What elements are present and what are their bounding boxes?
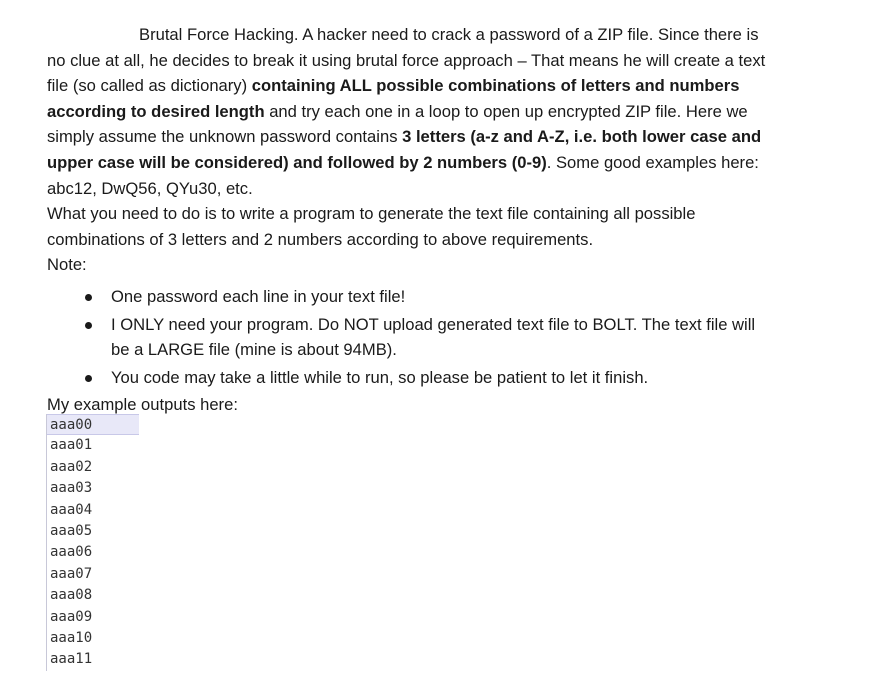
outputs-heading: My example outputs here: — [47, 395, 238, 415]
output-line[interactable]: aaa11 — [50, 651, 93, 668]
output-line[interactable]: aaa05 — [50, 522, 93, 539]
assignment-document — [47, 22, 767, 418]
bullet-icon — [85, 322, 92, 329]
task-paragraph: What you need to do is to write a program to generate the text file containing all possible combinations of 3 letters and 2 numbers according to above requirements. — [47, 204, 696, 249]
bullet-icon — [85, 375, 92, 382]
output-line[interactable]: aaa08 — [50, 587, 93, 604]
note-label: Note: — [47, 255, 87, 275]
intro-mid-text: and try each one in a loop to open up encrypted ZIP file. Here we simply assume the unknown password contains — [47, 101, 748, 147]
bold-combinations-text: containing ALL possible combinations of letters and numbers according to desired length — [47, 76, 740, 121]
intro-end-text: . Some good examples here: abc12, DwQ56, QYu30, etc. — [47, 152, 759, 198]
note-item — [47, 284, 767, 310]
bold-requirements-text: 3 letters (a-z and A-Z, i.e. both lower case and upper case will be considered) and followed by 2 numbers (0-9) — [47, 127, 762, 172]
output-line[interactable]: aaa07 — [50, 565, 93, 582]
output-line[interactable]: aaa03 — [50, 480, 93, 497]
output-line[interactable]: aaa06 — [50, 544, 93, 561]
output-line[interactable]: aaa10 — [50, 629, 93, 646]
note-item — [47, 312, 767, 363]
notes-list — [47, 284, 767, 390]
output-line[interactable]: aaa01 — [50, 437, 93, 454]
output-line[interactable]: aaa09 — [50, 608, 93, 625]
note-text: I ONLY need your program. Do NOT upload generated text file to BOLT. The text file will be a LARGE file (mine is about 94MB). — [111, 314, 756, 360]
output-line[interactable]: aaa00 — [47, 414, 139, 435]
note-item — [47, 365, 767, 391]
intro-paragraph — [47, 22, 767, 201]
intro-text: Brutal Force Hacking. A hacker need to crack a password of a ZIP file. Since there is no clue at all, he decides to break it using brutal force approach – That means he will create a text file (so called as dictionary) — [47, 25, 766, 96]
note-text: You code may take a little while to run, so please be patient to let it finish. — [111, 367, 649, 387]
note-text: One password each line in your text file! — [111, 286, 406, 306]
bullet-icon — [85, 294, 92, 301]
output-line[interactable]: aaa04 — [50, 501, 93, 518]
output-line[interactable]: aaa02 — [50, 458, 93, 475]
example-output-list — [46, 414, 139, 671]
